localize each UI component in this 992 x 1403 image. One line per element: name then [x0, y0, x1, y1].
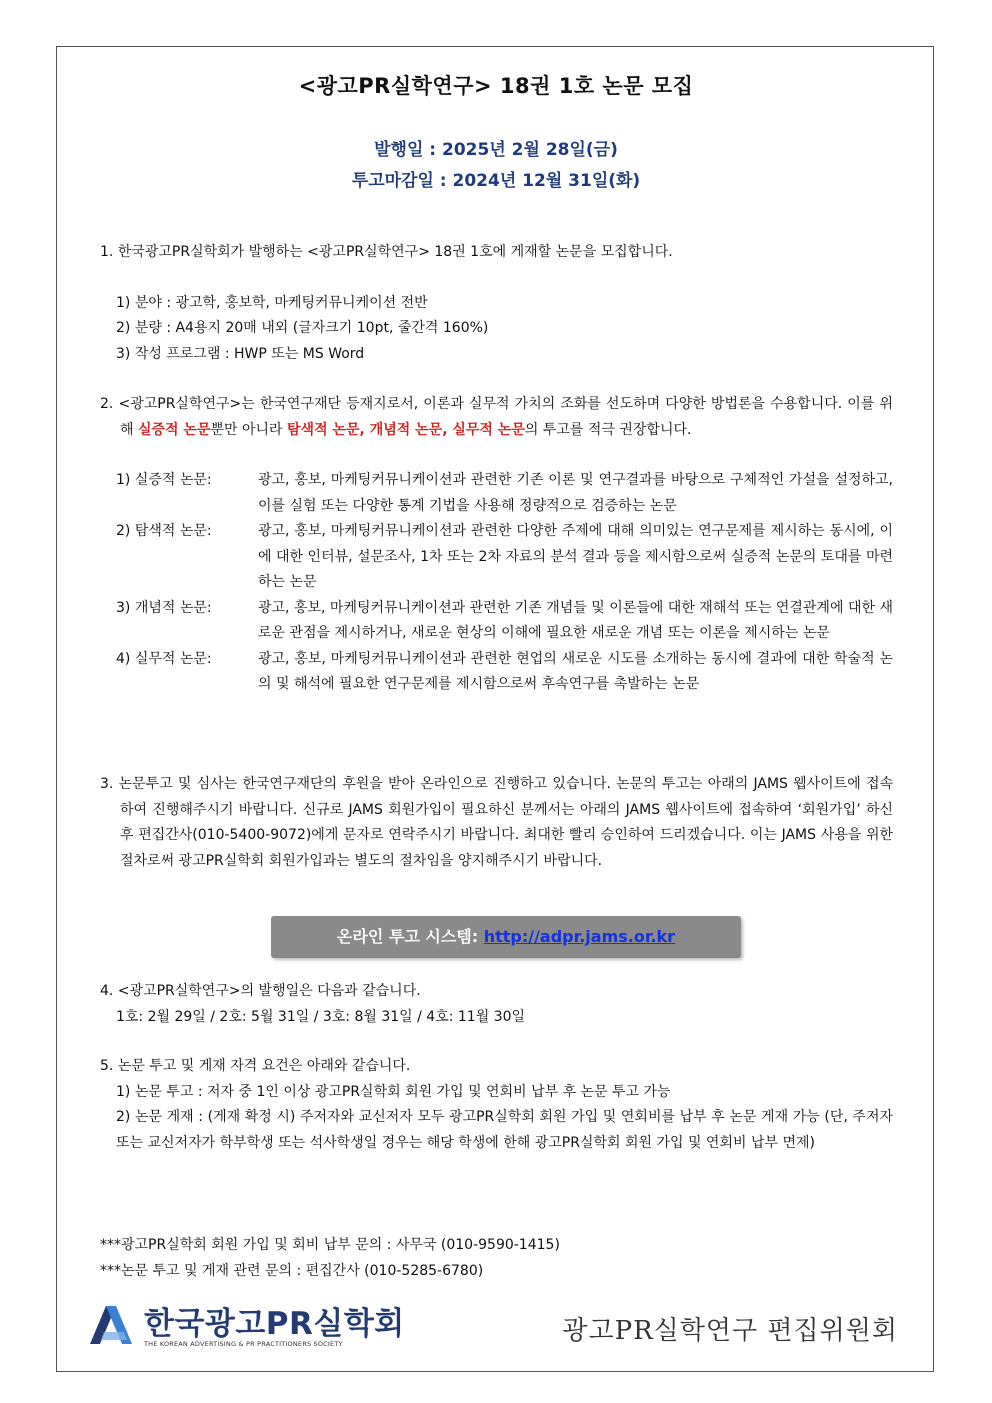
emphasis-paper-types: 탐색적 논문, 개념적 논문, 실무적 논문 [287, 421, 525, 438]
emphasis-empirical: 실증적 논문 [137, 421, 211, 438]
issue-date: 발행일 : 2025년 2월 28일(금) [374, 140, 618, 160]
online-submission-banner [271, 916, 741, 958]
section-3 [100, 772, 893, 874]
submission-deadline: 투고마감일 : 2024년 12월 31일(화) [351, 171, 641, 191]
definition-empirical: 1) 실증적 논문: 광고, 홍보, 마케팅커뮤니케이션과 관련한 기존 이론 및 연구결과를 바탕으로 구체적인 가설을 설정하고, 이를 실험 또는 다양한 통계 기법을 사용해 정량적으로 검증하는 논문 [116, 472, 893, 514]
section-4 [100, 979, 893, 1030]
definition-exploratory: 2) 탐색적 논문: 광고, 홍보, 마케팅커뮤니케이션과 관련한 다양한 주제에 대해 의미있는 연구문제를 제시하는 동시에, 이에 대한 인터뷰, 설문조사, 1차 또는 2차 자료의 분석 결과 등을 제시함으로써 실증적 논문의 토대를 마련하는 논문 [116, 523, 893, 590]
section-5-item: 1) 논문 투고 : 저자 중 1인 이상 광고PR실학회 회원 가입 및 연회비 납부 후 논문 투고 가능 [116, 1083, 671, 1100]
section-1-item: 1) 분야 : 광고학, 홍보학, 마케팅커뮤니케이션 전반 [116, 294, 428, 311]
page-title: <광고PR실학연구> 18권 1호 논문 모집 [298, 74, 694, 98]
editorial-contact: ***논문 투고 및 게재 관련 문의 : 편집간사 (010-5285-6780) [100, 1263, 484, 1279]
date-block [0, 135, 992, 197]
issue-schedule: 1호: 2월 29일 / 2호: 5월 31일 / 3호: 8월 31일 / 4호: 11월 30일 [116, 1008, 526, 1025]
section-2 [100, 392, 893, 698]
section-5-item: 2) 논문 게재 : (게재 확정 시) 주저자와 교신저자 모두 광고PR실학회 회원 가입 및 연회비를 납부 후 논문 게재 가능 (단, 주저자 또는 교신저자가 학부학생 또는 석사학생일 경우는 해당 학생에 한해 광고PR실학회 회원 가입 및 연회비 납부 면제) [116, 1109, 893, 1151]
definition-conceptual: 3) 개념적 논문: 광고, 홍보, 마케팅커뮤니케이션과 관련한 기존 개념들 및 이론들에 대한 재해석 또는 연결관계에 대한 새로운 관점을 제시하거나, 새로운 현상의 이해에 필요한 새로운 개념 또는 이론을 제시하는 논문 [116, 599, 893, 641]
section-1-heading: 1. 한국광고PR실학회가 발행하는 <광고PR실학연구> 18권 1호에 게재할 논문을 모집합니다. [100, 244, 673, 260]
banner-label: 온라인 투고 시스템: [336, 927, 484, 946]
contact-notes [100, 1232, 560, 1284]
logo-mark-icon [90, 1304, 138, 1346]
section-4-heading: 4. <광고PR실학연구>의 발행일은 다음과 같습니다. [100, 983, 421, 999]
section-5-heading: 5. 논문 투고 및 게재 자격 요건은 아래와 같습니다. [100, 1058, 411, 1074]
section-3-paragraph: 3. 논문투고 및 심사는 한국연구재단의 후원을 받아 온라인으로 진행하고 있습니다. 논문의 투고는 아래의 JAMS 웹사이트에 접속하여 진행해주시기 바랍니다. 신규로 JAMS 회원가입이 필요하신 분께서는 아래의 JAMS 웹사이트에 접속하여 ‘회원가입’ 하신 후 편집간사(010-5400-9072)에게 문자로 연락주시기 바랍니다. 최대한 빨리 승인하여 드리겠습니다. 이는 JAMS 사용을 위한 절차로써 광고PR실학회 회원가입과는 별도의 절차임을 양지해주시기 바랍니다. [100, 776, 893, 869]
section-1-item: 2) 분량 : A4용지 20매 내외 (글자크기 10pt, 줄간격 160%) [116, 320, 489, 336]
membership-contact: ***광고PR실학회 회원 가입 및 회비 납부 문의 : 사무국 (010-9590-1415) [100, 1237, 560, 1253]
definition-practical: 4) 실무적 논문: 광고, 홍보, 마케팅커뮤니케이션과 관련한 현업의 새로운 시도를 소개하는 동시에 결과에 대한 학술적 논의 및 해석에 필요한 연구문제를 제시함으로써 후속연구를 촉발하는 논문 [116, 650, 893, 692]
section-1-item: 3) 작성 프로그램 : HWP 또는 MS Word [116, 345, 365, 362]
logo-name: 한국광고PR실학회 [144, 1306, 405, 1342]
submission-link[interactable]: http://adpr.jams.or.kr [483, 927, 676, 946]
editorial-committee: 광고PR실학연구 편집위원회 [562, 1316, 898, 1346]
society-logo [90, 1302, 410, 1354]
section-1 [100, 240, 893, 367]
section-5 [100, 1054, 893, 1156]
logo-subtitle: THE KOREAN ADVERTISING & PR PRACTITIONERS SOCIETY [144, 1340, 343, 1348]
section-2-paragraph: 2. <광고PR실학연구>는 한국연구재단 등재지로서, 이론과 실무적 가치의 조화를 선도하며 다양한 방법론을 수용합니다. 이를 위해 실증적 논문뿐만 아니라 탐색적 논문, 개념적 논문, 실무적 논문의 투고를 적극 권장합니다. [100, 396, 893, 438]
